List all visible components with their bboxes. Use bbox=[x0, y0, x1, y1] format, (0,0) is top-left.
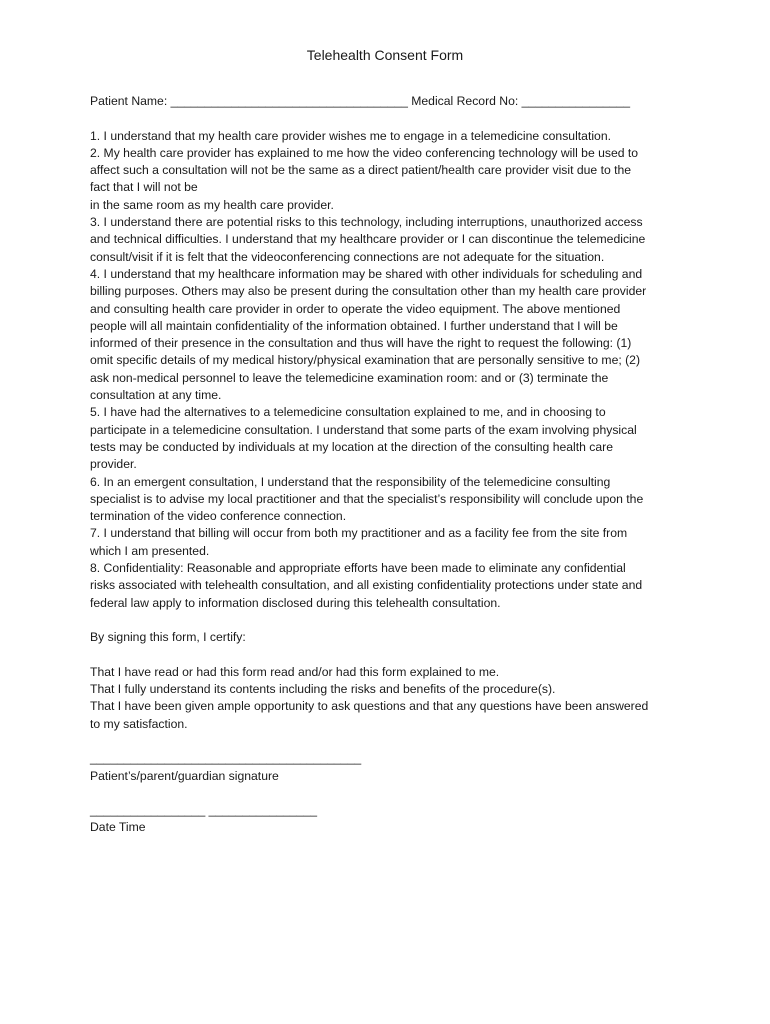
consent-line: in the same room as my health care provider. bbox=[90, 197, 334, 212]
consent-line: specialist is to advise my local practitioner and that the specialist’s responsibility will conclude upon the bbox=[90, 491, 644, 506]
certify-line: to my satisfaction. bbox=[90, 716, 188, 731]
consent-line: risks associated with telehealth consultation, and all existing confidentiality protections under state and bbox=[90, 578, 643, 593]
consent-line: 2. My health care provider has explained to me how the video conferencing technology will be used to bbox=[90, 145, 639, 160]
certify-line: That I have read or had this form read and/or had this form explained to me. bbox=[90, 664, 500, 679]
consent-line: participate in a telemedicine consultation. I understand that some parts of the exam involving physical bbox=[90, 422, 637, 437]
form-title: Telehealth Consent Form bbox=[306, 47, 464, 63]
consent-line: consult/visit if it is felt that the videoconferencing connections are not adequate for the situation. bbox=[90, 249, 605, 264]
consent-line: informed of their presence in the consultation and thus will have the right to request the following: (1) bbox=[90, 336, 632, 351]
consent-items bbox=[90, 128, 690, 612]
certify-line: That I have been given ample opportunity to ask questions and that any questions have been answered bbox=[90, 699, 649, 714]
form-body bbox=[90, 93, 690, 837]
consent-line: tests may be conducted by individuals at my location at the direction of the consulting health care bbox=[90, 439, 614, 454]
consent-line: 8. Confidentiality: Reasonable and appropriate efforts have been made to eliminate any confidential bbox=[90, 561, 626, 576]
consent-line: billing purposes. Others may also be present during the consultation other than my health care provider bbox=[90, 284, 647, 299]
consent-line: 5. I have had the alternatives to a telemedicine consultation explained to me, and in choosing to bbox=[90, 405, 606, 420]
consent-line: ask non-medical personnel to leave the telemedicine examination room: and or (3) terminate the bbox=[90, 370, 609, 385]
consent-line: 6. In an emergent consultation, I understand that the responsibility of the telemedicine consulting bbox=[90, 474, 611, 489]
consent-line: consultation at any time. bbox=[90, 388, 222, 403]
signature-label: Patient’s/parent/guardian signature bbox=[90, 768, 279, 783]
consent-line: 4. I understand that my healthcare information may be shared with other individuals for scheduling and bbox=[90, 266, 643, 281]
consent-line: 7. I understand that billing will occur from both my practitioner and as a facility fee from the site from bbox=[90, 526, 628, 541]
consent-line: fact that I will not be bbox=[90, 180, 198, 195]
certify-statements bbox=[90, 664, 690, 733]
consent-line: provider. bbox=[90, 457, 137, 472]
consent-line: and technical difficulties. I understand that my healthcare provider or I can discontinue the telemedicine bbox=[90, 232, 646, 247]
signature-line[interactable]: ________________________________________ bbox=[90, 751, 362, 766]
patient-info-line: Patient Name: ___________________________________ Medical Record No: ________________ bbox=[90, 94, 631, 108]
certify-intro: By signing this form, I certify: bbox=[90, 630, 246, 645]
consent-line: omit specific details of my medical history/physical examination that are personally sensitive to me; (2) bbox=[90, 353, 641, 368]
date-time-label: Date Time bbox=[90, 820, 146, 835]
consent-line: affect such a consultation will not be the same as a direct patient/health care provider visit due to the bbox=[90, 163, 632, 178]
consent-line: people will all maintain confidentiality of the information obtained. I further understand that I will be bbox=[90, 318, 618, 333]
consent-line: 3. I understand there are potential risks to this technology, including interruptions, unauthorized access bbox=[90, 215, 643, 230]
consent-line: federal law apply to information disclosed during this telehealth consultation. bbox=[90, 595, 501, 610]
consent-line: and consulting health care provider in order to operate the video equipment. The above mentioned bbox=[90, 301, 621, 316]
consent-line: 1. I understand that my health care provider wishes me to engage in a telemedicine consultation. bbox=[90, 128, 611, 143]
consent-line: termination of the video conference connection. bbox=[90, 509, 347, 524]
date-time-line[interactable]: _________________ ________________ bbox=[90, 803, 318, 818]
consent-line: which I am presented. bbox=[90, 543, 210, 558]
certify-line: That I fully understand its contents including the risks and benefits of the procedure(s). bbox=[90, 682, 556, 697]
